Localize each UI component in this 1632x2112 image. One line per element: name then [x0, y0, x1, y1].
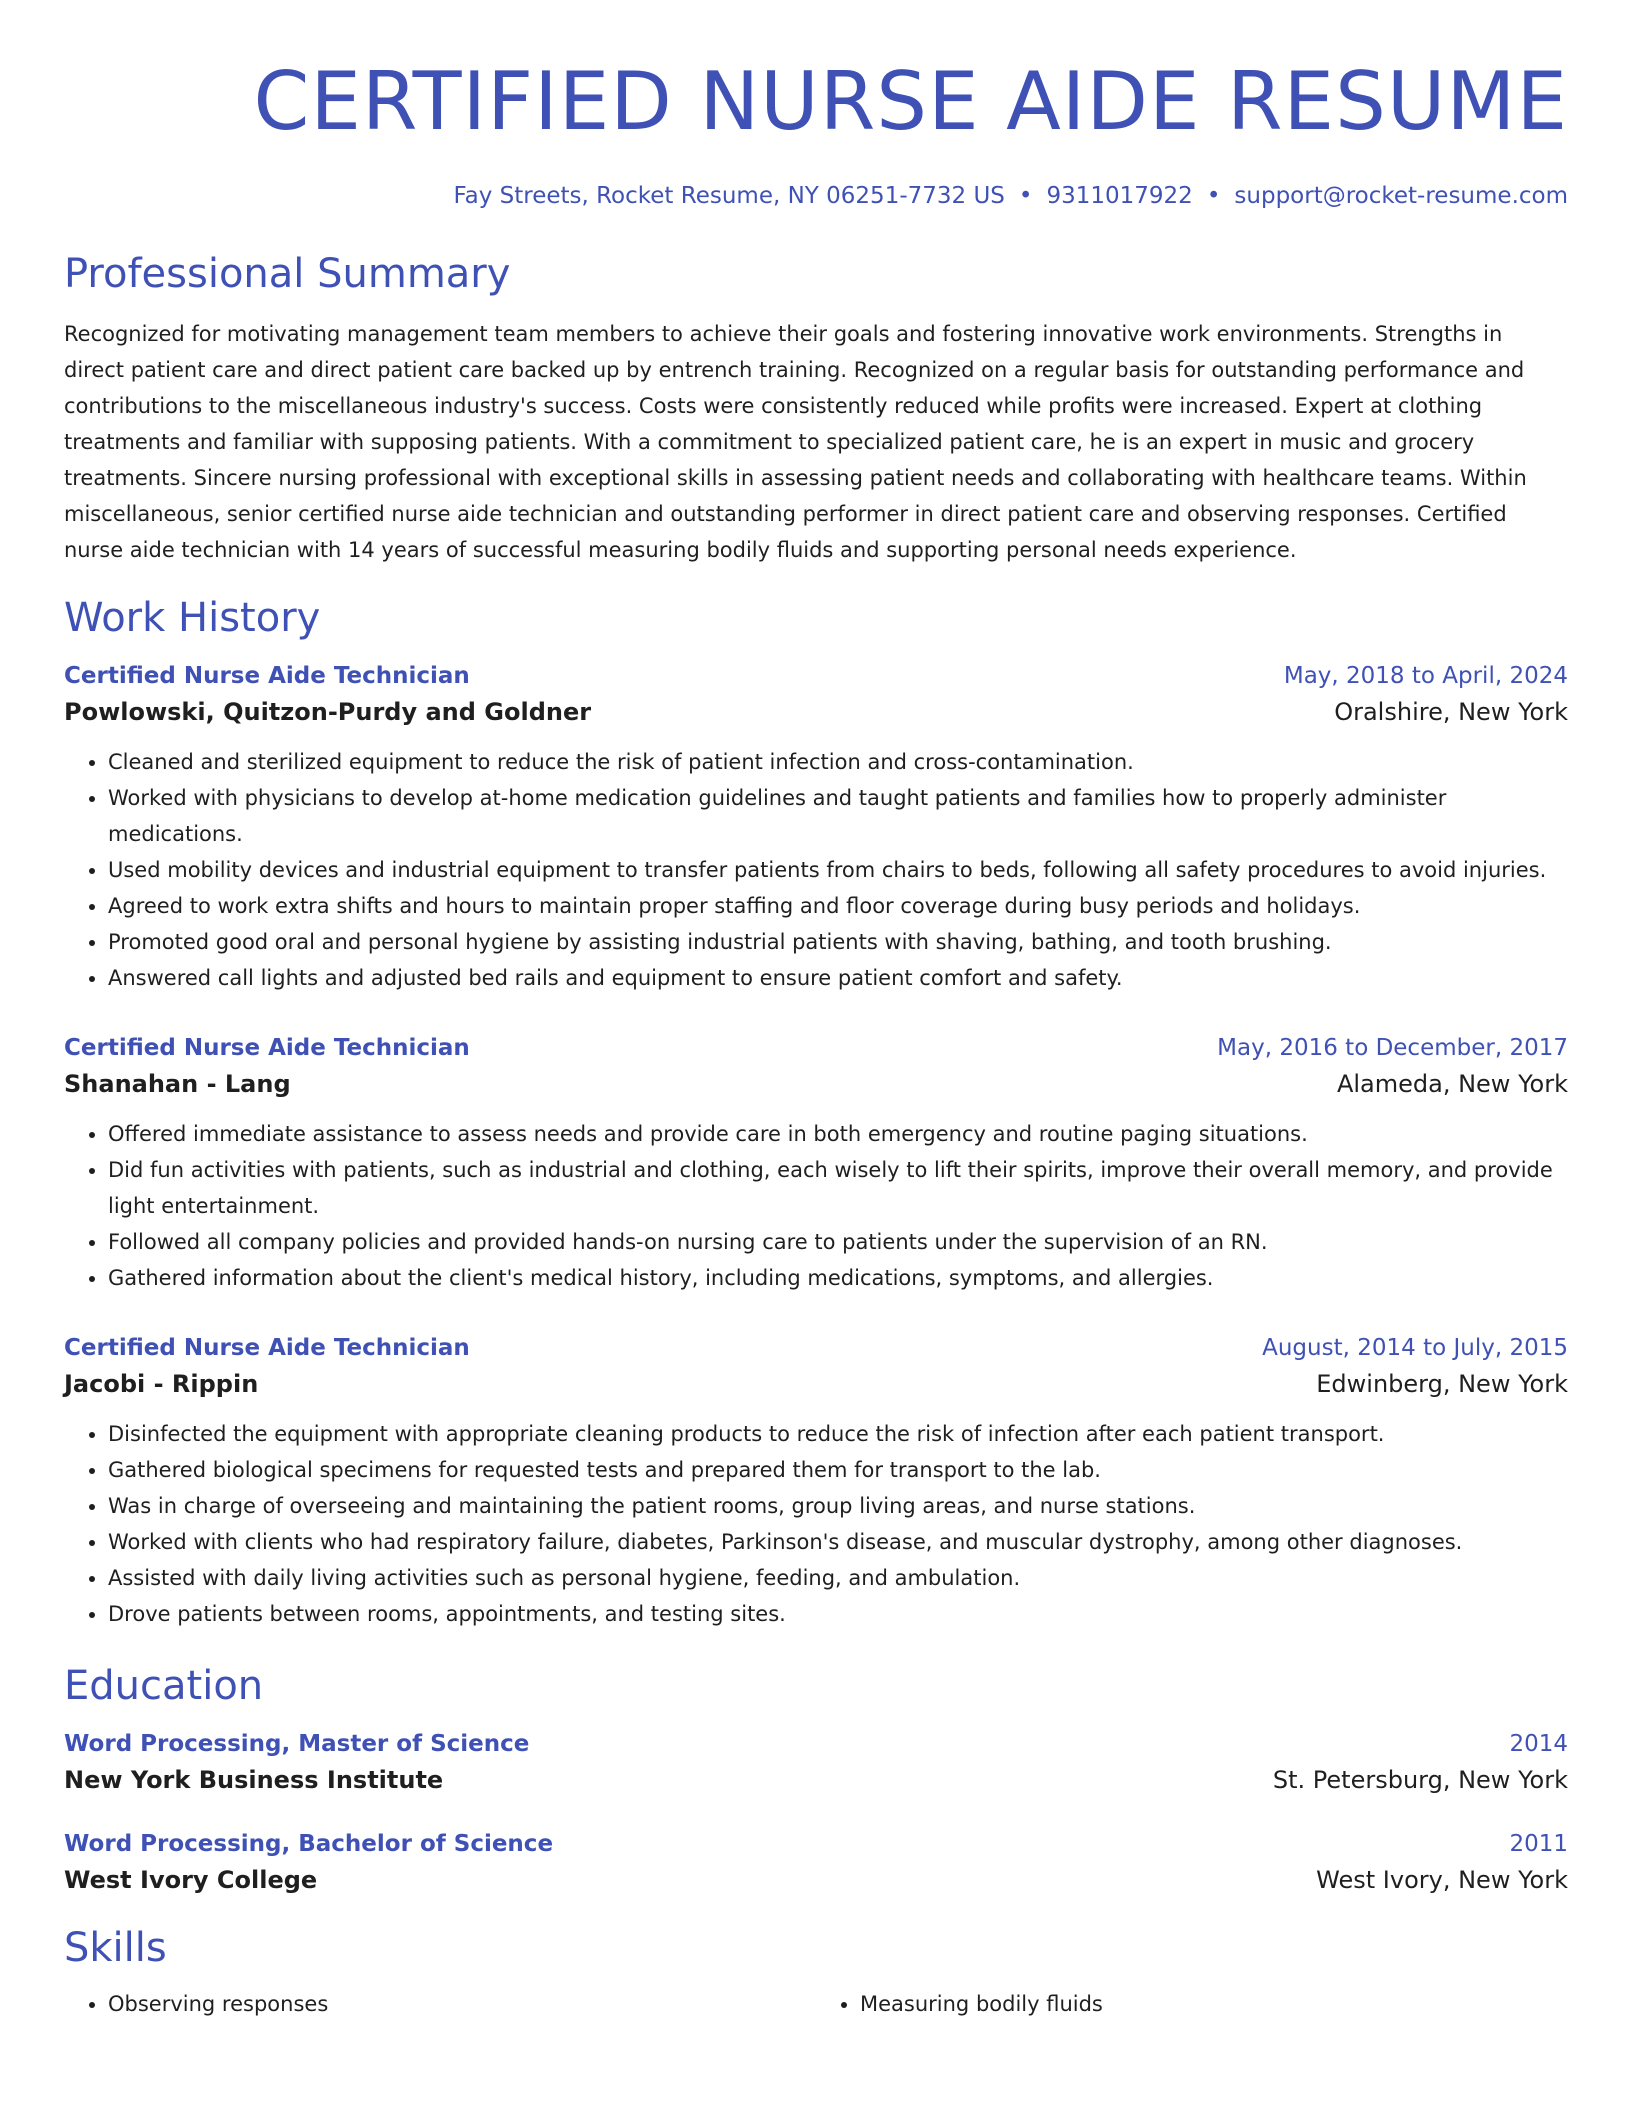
job-role: Certified Nurse Aide Technician — [64, 1035, 470, 1061]
job-entry — [64, 1032, 1568, 1296]
contact-phone: 9311017922 — [1046, 183, 1193, 209]
job-company: Shanahan - Lang — [64, 1070, 291, 1098]
job-location: Oralshire, New York — [1334, 698, 1568, 726]
education-degree: Word Processing, Bachelor of Science — [64, 1831, 554, 1857]
job-bullet: • Did fun activities with patients, such as industrial and clothing, each wisely to lift their spirits, improve their overall memory, and provide light entertainment. — [108, 1152, 1568, 1224]
job-role: Certified Nurse Aide Technician — [64, 1335, 470, 1361]
contact-separator: • — [1018, 183, 1033, 209]
job-bullets — [64, 1116, 1568, 1296]
contact-email: support@rocket-resume.com — [1234, 183, 1568, 209]
contact-line — [64, 180, 1568, 212]
education-year: 2011 — [1509, 1831, 1568, 1857]
education-school: New York Business Institute — [64, 1766, 444, 1794]
job-bullet: • Followed all company policies and provided hands-on nursing care to patients under the supervision of an RN. — [108, 1224, 1568, 1260]
education-entry — [64, 1828, 1568, 1900]
job-bullets — [64, 1416, 1568, 1632]
job-entry — [64, 1332, 1568, 1632]
skills-list — [64, 1986, 1568, 2022]
education-school: West Ivory College — [64, 1866, 318, 1894]
job-bullet: • Offered immediate assistance to assess needs and provide care in both emergency and routine paging situations. — [108, 1116, 1568, 1152]
job-bullets — [64, 744, 1568, 996]
summary-heading: Professional Summary — [64, 251, 511, 297]
job-location: Edwinberg, New York — [1316, 1370, 1568, 1398]
job-company: Powlowski, Quitzon-Purdy and Goldner — [64, 698, 592, 726]
job-location: Alameda, New York — [1336, 1070, 1568, 1098]
job-bullet: • Gathered information about the client's medical history, including medications, symptoms, and allergies. — [108, 1260, 1568, 1296]
resume-title: CERTIFIED NURSE AIDE RESUME — [253, 55, 1568, 148]
education-heading: Education — [64, 1663, 264, 1709]
job-role: Certified Nurse Aide Technician — [64, 663, 470, 689]
job-bullet: • Promoted good oral and personal hygiene by assisting industrial patients with shaving, bathing, and tooth brushing. — [108, 924, 1568, 960]
skills-heading: Skills — [64, 1925, 167, 1971]
job-bullet: • Worked with physicians to develop at-home medication guidelines and taught patients and families how to properly administer medications. — [108, 780, 1568, 852]
job-bullet: • Cleaned and sterilized equipment to reduce the risk of patient infection and cross-contamination. — [108, 744, 1568, 780]
education-entry — [64, 1728, 1568, 1800]
skill-item: • Observing responses — [108, 1986, 816, 2022]
contact-address: Fay Streets, Rocket Resume, NY 06251-7732 US — [453, 183, 1005, 209]
education-year: 2014 — [1509, 1731, 1568, 1757]
job-bullet: • Answered call lights and adjusted bed rails and equipment to ensure patient comfort and safety. — [108, 960, 1568, 996]
job-company: Jacobi - Rippin — [64, 1370, 259, 1398]
job-bullet: • Agreed to work extra shifts and hours to maintain proper staffing and floor coverage during busy periods and holidays. — [108, 888, 1568, 924]
skill-item: • Measuring bodily fluids — [860, 1986, 1568, 2022]
job-bullet: • Worked with clients who had respiratory failure, diabetes, Parkinson's disease, and muscular dystrophy, among other diagnoses. — [108, 1524, 1568, 1560]
education-degree: Word Processing, Master of Science — [64, 1731, 530, 1757]
skills-column-left — [64, 1986, 816, 2022]
job-bullet: • Drove patients between rooms, appointments, and testing sites. — [108, 1596, 1568, 1632]
job-bullet: • Disinfected the equipment with appropriate cleaning products to reduce the risk of infection after each patient transport. — [108, 1416, 1568, 1452]
job-dates: May, 2018 to April, 2024 — [1283, 663, 1568, 689]
education-location: St. Petersburg, New York — [1272, 1766, 1568, 1794]
job-bullet: • Used mobility devices and industrial equipment to transfer patients from chairs to beds, following all safety procedures to avoid injuries. — [108, 852, 1568, 888]
work-history-heading: Work History — [64, 595, 321, 641]
job-entry — [64, 660, 1568, 996]
job-bullet: • Gathered biological specimens for requested tests and prepared them for transport to the lab. — [108, 1452, 1568, 1488]
contact-separator: • — [1206, 183, 1221, 209]
resume-header — [64, 0, 1568, 212]
job-dates: May, 2016 to December, 2017 — [1217, 1035, 1568, 1061]
job-bullet: • Assisted with daily living activities such as personal hygiene, feeding, and ambulation. — [108, 1560, 1568, 1596]
skills-column-right — [816, 1986, 1568, 2022]
summary-text: Recognized for motivating management team members to achieve their goals and fostering innovative work environments. Strengths in direct patient care and direct patient care backed up by entrench training. Recognized on a regular basis for outstanding performance and contributions to the miscellaneous industry's success. Costs were consistently reduced while profits were increased. Expert at clothing treatments and familiar with supposing patients. With a commitment to specialized patient care, he is an expert in music and grocery treatments. Sincere nursing professional with exceptional skills in assessing patient needs and collaborating with healthcare teams. Within miscellaneous, senior certified nurse aide technician and outstanding performer in direct patient care and observing responses. Certified nurse aide technician with 14 years of successful measuring bodily fluids and supporting personal needs experience. — [64, 322, 1527, 562]
job-dates: August, 2014 to July, 2015 — [1262, 1335, 1568, 1361]
job-bullet: • Was in charge of overseeing and maintaining the patient rooms, group living areas, and nurse stations. — [108, 1488, 1568, 1524]
education-location: West Ivory, New York — [1316, 1866, 1568, 1894]
